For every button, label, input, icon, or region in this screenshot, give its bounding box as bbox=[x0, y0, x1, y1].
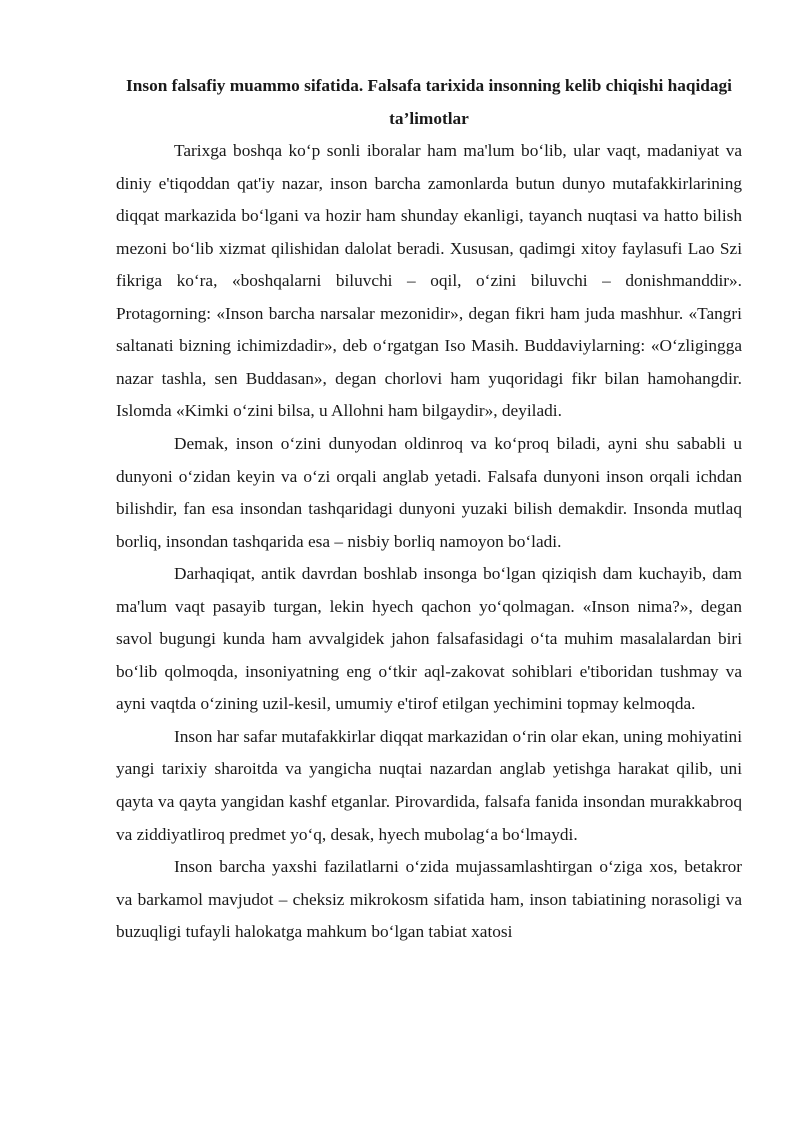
document-page bbox=[116, 70, 742, 949]
paragraph-4: Inson har safar mutafakkirlar diqqat markazidan o‘rin olar ekan, uning mohiyatini yangi tarixiy sharoitda va yangicha nuqtai nazardan anglab yetishga harakat qilib, uni qayta va qayta yangidan kashf etganlar. Pirovardida, falsafa fanida insondan murakkabroq va ziddiyatliroq predmet yo‘q, desak, hyech mubolag‘a bo‘lmaydi. bbox=[116, 726, 742, 844]
paragraph-1: Tarixga boshqa ko‘p sonli iboralar ham ma'lum bo‘lib, ular vaqt, madaniyat va diniy e'tiqoddan qat'iy nazar, inson barcha zamonlarda butun dunyo mutafakkirlarining diqqat markazida bo‘lgani va hozir ham shunday ekanligi, tayanch nuqtasi va hatto bilish mezoni bo‘lib xizmat qilishidan dalolat beradi. Xususan, qadimgi xitoy faylasufi Lao Szi fikriga ko‘ra, «boshqalarni biluvchi – oqil, o‘zini biluvchi – donishmanddir». Protagorning: «Inson barcha narsalar mezonidir», degan fikri ham juda mashhur. «Tangri saltanati bizning ichimizdadir», deb o‘rgatgan Iso Masih. Buddaviylarning: «O‘zligingga nazar tashla, sen Buddasan», degan chorlovi ham yuqoridagi fikr bilan hamohangdir. Islomda «Kimki o‘zini bilsa, u Allohni ham bilgaydir», deyiladi. bbox=[116, 141, 742, 421]
paragraph-2: Demak, inson o‘zini dunyodan oldinroq va ko‘proq biladi, ayni shu sababli u dunyoni o‘zidan keyin va o‘zi orqali anglab yetadi. Falsafa dunyoni inson orqali ichdan bilishdir, fan esa insondan tashqaridagi dunyoni yuzaki bilish demakdir. Insonda mutlaq borliq, insondan tashqarida esa – nisbiy borliq namoyon bo‘ladi. bbox=[116, 434, 742, 551]
paragraph-3: Darhaqiqat, antik davrdan boshlab insonga bo‘lgan qiziqish dam kuchayib, dam ma'lum vaqt pasayib turgan, lekin hyech qachon yo‘qolmagan. «Inson nima?», degan savol bugungi kunda ham avvalgidek jahon falsafasidagi o‘ta muhim masalalardan biri bo‘lib qolmoqda, insoniyatning eng o‘tkir aql-zakovat sohiblari e'tiboridan tushmay va ayni vaqtda o‘zining uzil-kesil, umumiy e'tirof etilgan yechimini topmay kelmoqda. bbox=[116, 564, 742, 714]
paragraph-5: Inson barcha yaxshi fazilatlarni o‘zida mujassamlashtirgan o‘ziga xos, betakror va barkamol mavjudot – cheksiz mikrokosm sifatida ham, inson tabiatining norasoligi va buzuqligi tufayli halokatga mahkum bo‘lgan tabiat xatosi bbox=[116, 857, 742, 942]
document-title: Inson falsafiy muammo sifatida. Falsafa tarixida insonning kelib chiqishi haqidagi ta’limotlar bbox=[126, 76, 732, 128]
